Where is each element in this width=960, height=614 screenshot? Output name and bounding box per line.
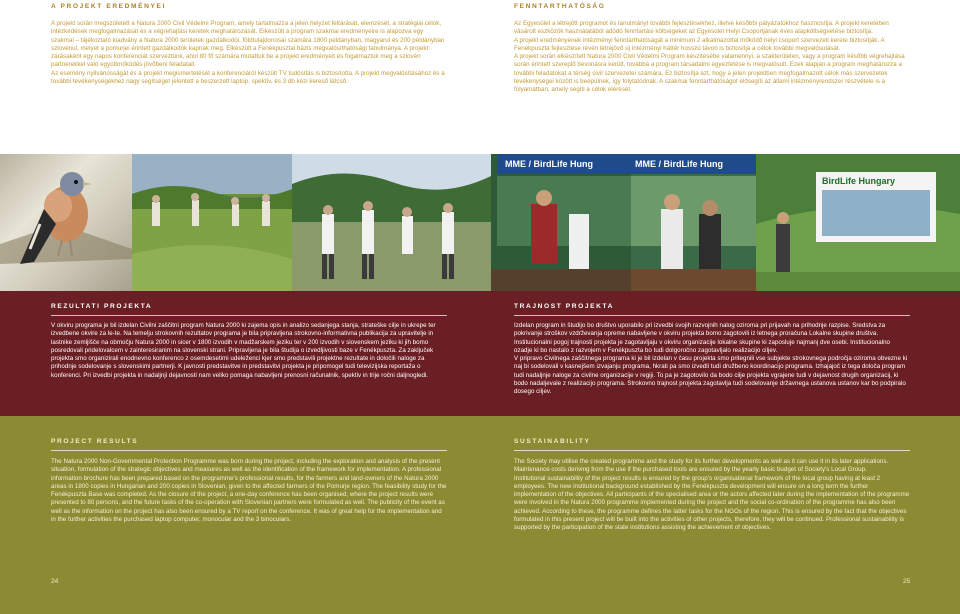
photo-strip (0, 154, 960, 291)
paragraph: A projekt során megszületett a Natura 2000 Civil Védelmi Program, amely tartalmazza a jelen helyzet feltárását, elemzését, a stratégiai célok, intézkedések megfogalmazását és a végrehajtási keretek meghatározását. Elkészült a program szakmai eredményeire is alapozva egy szakmai – tájékoztató kiadvány a Natura 2000 területek gazdálkodói, földtulajdonosai számára 1800 példányban, magyarul és 200 példányban szlovénul, melyet a pomurjei érintett gazdálkodók kapnak meg. Elkészült a Fenékpusztai bázis megvalósíthatósági tanulmánya. A projekt zárásaként egy napos konferenciát szerveztünk, ahol 80 fő számára mutattuk be a projekt eredményeit és fogalmaztuk meg a szlovén partnerekkel való együttműködés jövőbeni feladatait. (51, 20, 445, 69)
text-sustainability-hu (514, 20, 910, 95)
divider (51, 315, 447, 316)
text-project-results-sl (51, 322, 447, 380)
heading-sustainability-en: SUSTAINABILITY (514, 438, 591, 445)
banner-text: MME / BirdLife Hung (635, 159, 723, 169)
divider (51, 450, 447, 451)
hungarian-section (0, 0, 960, 154)
paragraph: V okviru programa je bil izdelan Civilni zaščitni program Natura 2000 ki zajema opis in analizo sedanjega stanja, strateške cilje in ukrepe ter izvedbene okvire za le-te. Na temelju strokovnih rezultatov programa je bila pripravljena strokovno-informativna publikacija za upravitelje in lastnike zemljišče na območju Natura 2000 in sicer v 1800 izvodih v madžarskem jeziku ter v 200 izvodih v slovenskem jeziku ki jih bomo posredovali pridelovalcem v zainteresiranim na slovenski strani. Pripravljena je bila študija o izvedljivosti baze v Fenékpuszta. Za zaključek projekta smo organizirali enodnevno konferenco z osemdesetimi udeleženci kjer smo predstavili projektne rezultate in določili naloge za prihodnje sodelovanje s slovenskimi partnerji. K javnosti predstavitve in predstavitvi projekta je pripomogel tudi televizijska reportaža o konferenci. Pri izvedbi projekta in nadaljnji dejavnosti nam veliko pomaga nabavljeni prenosni računalnik, spektiv in trije ročni daljnogledi. (51, 322, 436, 379)
banner-photo-3 (756, 154, 960, 291)
heading-project-results-en: PROJECT RESULTS (51, 438, 139, 445)
divider (514, 315, 910, 316)
paragraph: Izdelan program in študijo bo društvo uporabilo pri izvedbi svojih razvojnih nalog oziroma pri prijavah na prihodnje razpise. Sredstva za pokrivanje stroškov vzdrževanja opreme nabavljene v okviru projekta bomo zagotovili iz letnega proračuna Lokalne skupine društva. (514, 322, 886, 338)
english-section (0, 416, 960, 614)
paragraph: The Society may utilise the created programme and the study for its further developments as well as it can use it in its later applications. Maintenance costs deriving from the use if the purchased tools are ensured by the yearly basic budget of Society's Local Group. (514, 458, 889, 474)
heading-sustainability-hu: FENNTARTHATÓSÁG (514, 3, 606, 10)
banner-photo-1 (491, 154, 631, 291)
heading-sustainability-sl: TRAJNOST PROJEKTA (514, 303, 614, 310)
text-project-results-hu (51, 20, 447, 86)
slovenian-section (0, 291, 960, 416)
divider (514, 450, 910, 451)
banner-photo-2 (631, 154, 756, 291)
banner-text: MME / BirdLife Hung (505, 159, 593, 169)
paragraph: Institucionalni pogoj trajnosti projekta je zagotavljaju v okviru organizacije lokalne skupine ki zaposluje najmanj dve osebi. Institucionalno ozadje ki bo nastalo z razvojem v Fenékpuszta bo tudi dolgoročno zagotavljalo realizacijo ciljev. (514, 338, 891, 354)
heading-project-results-hu: A PROJEKT EREDMÉNYEI (51, 3, 166, 10)
paragraph: A projekt eredményének intézményi fenntarthatóságát a minimum 2 alkalmazottal működő helyi csoport szervezeti kerete biztosítják. A Fenékpuszta fejlesztése révén létrejövő új intézményi háttér hosszú távon is biztosítja a célok további megvalósulását. (514, 36, 885, 52)
text-project-results-en (51, 458, 447, 524)
page-number-left: 24 (51, 578, 59, 585)
meadow-people-photo (132, 154, 292, 291)
paragraph: Az esemény nyilvánosságát és a projekt megismertetését a konferenciáról készült TV tudósítás is biztosította. A projekt megvalósításához és a további tevékenységekhez nagy segítséget jelentett a beszerzett laptop, spektív, és 3 db kézi kereső látcső. (51, 69, 445, 86)
bird-photo (0, 154, 132, 291)
outdoor-event-photo (292, 154, 491, 291)
page-number-right: 25 (903, 578, 911, 585)
text-sustainability-en (514, 458, 910, 533)
paragraph: A projekt során elkészített Natura 2000 Civil Védelmi Program készítésébe valamennyi, a szakterületen, vagy a program később végrehajtása során érintett szereplő bevonásra került, továbbá a program társadalmi egyeztetése is megvalósult. Ezek alapján a program meghatározza a további feladatokat a térség civil szervezetei számára. Ez biztosítja azt, hogy a jelen projektben megfogalmazott célok más szervezetek tevékenységei között is beépülnek, így folytatódnak. A szakmai fenntarthatóságot elősegíti az állami intézményrendszer részvétele is a folyamatban, amely segíti a célok elérését. (514, 53, 905, 94)
paragraph: The Natura 2000 Non-Governmental Protection Programme was born during the project, including the exploration and analysis of the present situation, formulation of the strategic objectives and measures as well as the identification of the framework for implementation. A professional information brochure has been prepared based on the programme's professional results, for the farmers and land-owners of the Natura 2000 areas in 1800 copies in Hungarian and 200 copies in Slovenian, given to the affected farmers of the Pomurje region. The feasibility study for the Fenékpuszta Base was completed. As the closure of the project, a one-day conference has been organised, where the project results were presented to 80 persons, and the future tasks of the co-operation with Slovenian partners were formulated as well. The publicity of the event as well as the information on the project has also been ensured by a TV report on the conference. It was of great help for the implementation and in the further activities the purchased laptop computer, monocular and the 3 binoculars. (51, 458, 447, 524)
banner-text: BirdLife Hungary (822, 176, 896, 186)
paragraph: V pripravo Civilnega zaščitnega programa ki je bil izdelan v času projekta smo pritegnili vse subjekte strokovnega področja oziroma obvezne ki naj bi sodelovali v kasnejšem izvajanju programa, hkrati pa smo izvedli tudi družbeno koordinacijo programa. Izhajajoč iz tega določa program tudi nadaljnje naloge za civilne organizacije v regiji. To pa je zagotovilo da bodo cilje projekta vgrajene tudi v dejavnost drugih organizacij, ki bodo nadaljevale z realizacijo programa. Strokovno trajnost projekta zagotavlja tudi sodelovanje državnega ustanova ustanov kar bo podpiralo dosego ciljev. (514, 355, 908, 396)
heading-project-results-sl: REZULTATI PROJEKTA (51, 303, 153, 310)
paragraph: Institutional sustainability of the project results is ensured by the group's organisational framework of the local group having at least 2 employees. The new institutional background established by the Fenékpuszta development will ensure on a long term the further implementation of the objectives. All participants of the specialised area or the actors affected later during the implementation of the programme were involved in the Natura 2000 programme implemented during the project and the social co-ordination of the programme has also been achieved. According to these, the programme defines the latter tasks for the NGOs of the region. This is ensured by the fact that the objectives formulated in this present project will be built into the activities of other projects, therefore, they will be continued. Professional sustainability is supported by the participation of the state institutions assisting the achievement of objectives. (514, 474, 910, 532)
paragraph: Az Egyesület a létrejött programot és tanulmányt további fejlesztésekhez, illetve későbbi pályázatokhoz hasznosítja. A projekt keretében vásárolt eszközök használatából adódó fenntartási költségeket az Egyesület Helyi Csoportjának éves alapköltségvetése biztosítja. (514, 20, 889, 36)
text-sustainability-sl (514, 322, 910, 397)
